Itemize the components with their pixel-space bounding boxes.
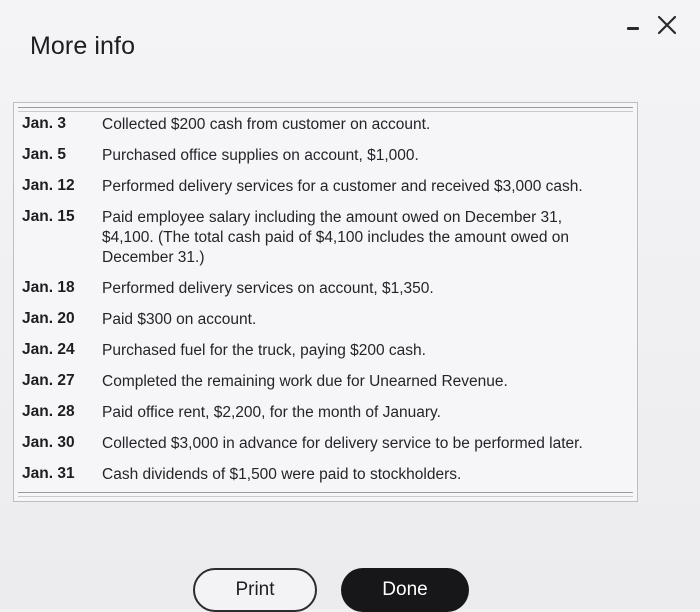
transaction-description-line: Purchased office supplies on account, $1,000. bbox=[102, 147, 419, 164]
transaction-row bbox=[22, 115, 627, 146]
transaction-date: Jan. 27 bbox=[22, 372, 75, 389]
done-button[interactable]: Done bbox=[341, 568, 469, 612]
transaction-row bbox=[22, 372, 627, 403]
transaction-description-line: Collected $200 cash from customer on account. bbox=[102, 116, 431, 133]
transaction-description-line: Paid employee salary including the amount owed on December 31, bbox=[102, 209, 563, 226]
transaction-date: Jan. 18 bbox=[22, 279, 75, 296]
transaction-description-line: Purchased fuel for the truck, paying $200 cash. bbox=[102, 342, 426, 359]
transaction-description-line: $4,100. (The total cash paid of $4,100 includes the amount owed on bbox=[102, 229, 570, 246]
window-controls bbox=[624, 14, 678, 36]
transaction-description-line: December 31.) bbox=[102, 249, 205, 266]
transaction-row bbox=[22, 177, 627, 208]
transaction-description bbox=[102, 279, 627, 310]
transaction-description bbox=[102, 341, 627, 372]
dialog-title: More info bbox=[30, 32, 136, 60]
transaction-description-line: Completed the remaining work due for Unearned Revenue. bbox=[102, 373, 508, 390]
transaction-date: Jan. 12 bbox=[22, 177, 75, 194]
close-button[interactable] bbox=[656, 14, 678, 36]
transaction-date: Jan. 15 bbox=[22, 208, 75, 225]
transaction-description-line: Performed delivery services on account, $1,350. bbox=[102, 280, 434, 297]
transaction-row bbox=[22, 279, 627, 310]
transaction-description bbox=[102, 310, 627, 341]
transaction-description bbox=[102, 208, 627, 279]
transaction-row bbox=[22, 208, 627, 279]
transaction-description bbox=[102, 403, 627, 434]
print-button[interactable]: Print bbox=[193, 568, 317, 612]
transaction-row bbox=[22, 434, 627, 465]
transaction-description bbox=[102, 146, 627, 177]
transaction-date: Jan. 24 bbox=[22, 341, 75, 358]
transaction-date: Jan. 28 bbox=[22, 403, 75, 420]
minimize-button[interactable] bbox=[624, 16, 642, 34]
transaction-date: Jan. 5 bbox=[22, 146, 66, 163]
transaction-description bbox=[102, 434, 627, 465]
top-divider bbox=[18, 107, 633, 112]
transaction-description bbox=[102, 115, 627, 146]
transaction-date: Jan. 3 bbox=[22, 115, 66, 132]
transaction-date: Jan. 31 bbox=[22, 465, 75, 482]
transaction-description-line: Performed delivery services for a customer and received $3,000 cash. bbox=[102, 178, 583, 195]
transaction-date: Jan. 30 bbox=[22, 434, 75, 451]
transaction-description-line: Cash dividends of $1,500 were paid to stockholders. bbox=[102, 466, 462, 483]
transactions-body bbox=[22, 115, 627, 496]
minus-icon bbox=[627, 27, 639, 30]
bottom-divider bbox=[18, 492, 633, 497]
transaction-description bbox=[102, 177, 627, 208]
transaction-row bbox=[22, 403, 627, 434]
transaction-row bbox=[22, 310, 627, 341]
transaction-description-line: Collected $3,000 in advance for delivery service to be performed later. bbox=[102, 435, 583, 452]
transaction-row bbox=[22, 341, 627, 372]
transactions-table bbox=[22, 115, 627, 496]
transaction-description bbox=[102, 372, 627, 403]
transaction-date: Jan. 20 bbox=[22, 310, 75, 327]
x-icon bbox=[656, 14, 678, 36]
transaction-row bbox=[22, 146, 627, 177]
transaction-description-line: Paid office rent, $2,200, for the month of January. bbox=[102, 404, 441, 421]
transactions-panel bbox=[13, 102, 638, 502]
transaction-description-line: Paid $300 on account. bbox=[102, 311, 257, 328]
